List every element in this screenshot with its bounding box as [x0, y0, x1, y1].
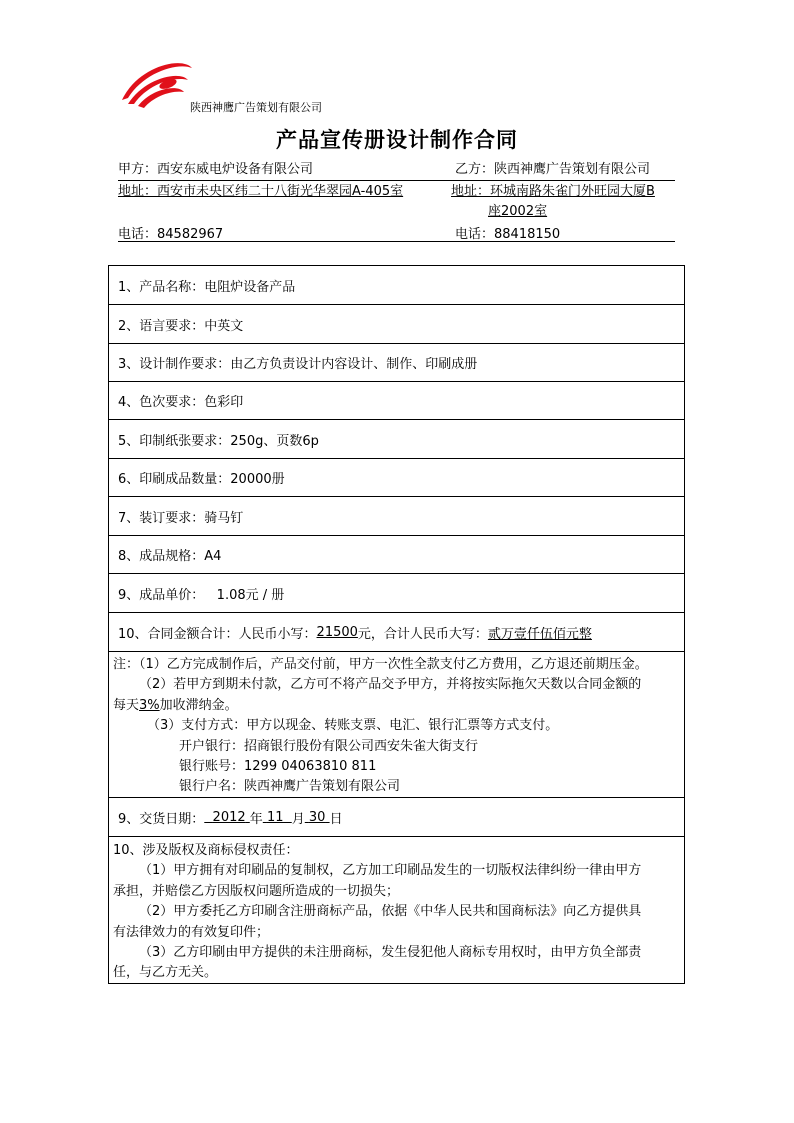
- company-logo: [118, 56, 196, 114]
- page-title: 产品宣传册设计制作合同: [276, 128, 518, 152]
- phone-label: 电话：: [455, 227, 495, 242]
- copyright-line: 任，与乙方无关。: [113, 965, 218, 981]
- copyright-line: 承担，并赔偿乙方因版权问题所造成的一切损失；: [113, 883, 400, 899]
- copyright-line: 有法律效力的有效复印件；: [113, 924, 270, 940]
- contract-table: [108, 265, 685, 984]
- late-fee-rate: 3%: [139, 697, 160, 713]
- divider: [118, 180, 675, 181]
- total-amount: 21500: [316, 624, 358, 640]
- note-line: 注：（1）乙方完成制作后，产品交付前，甲方一次性全款支付乙方费用，乙方退还前期压金。: [113, 657, 648, 672]
- phone-value: 88418150: [494, 227, 561, 242]
- item-row: 5、印制纸张要求：250g、页数6p: [109, 420, 684, 459]
- company-name: 陕西神鹰广告策划有限公司: [190, 101, 322, 114]
- delivery-prefix: 9、交货日期：: [118, 811, 205, 827]
- item-row: 2、语言要求：中英文: [109, 305, 684, 344]
- party-b-address-line2: 座2002室: [488, 204, 548, 219]
- total-prefix: 10、合同金额合计：人民币小写：: [118, 626, 317, 642]
- note-text: 每天: [113, 697, 140, 713]
- delivery-day: [305, 810, 330, 825]
- item-row: 7、装订要求：骑马钉: [109, 497, 684, 536]
- total-mid: 元，合计人民币大写：: [357, 626, 488, 642]
- party-a-address: 地址：西安市未央区纬二十八街光华翠园A-405室: [118, 184, 404, 199]
- month-unit: 月: [291, 811, 305, 827]
- phone-label: 电话：: [118, 227, 158, 242]
- account-number: 1299 04063810 811: [244, 758, 377, 774]
- copyright-heading: 10、涉及版权及商标侵权责任：: [113, 843, 299, 858]
- bank-account: [113, 757, 680, 777]
- copyright-terms: [109, 837, 684, 983]
- item-row: 1、产品名称：电阻炉设备产品: [109, 266, 684, 305]
- item-row: 6、印刷成品数量：20000册: [109, 459, 684, 497]
- item-row: 3、设计制作要求：由乙方负责设计内容设计、制作、印刷成册: [109, 344, 684, 382]
- day-unit: 日: [329, 811, 343, 827]
- item-row: 4、色次要求：色彩印: [109, 382, 684, 420]
- note-text: 加收滞纳金。: [159, 697, 238, 713]
- copyright-line: （2）甲方委托乙方印刷含注册商标产品，依据《中华人民共和国商标法》向乙方提供具: [139, 904, 642, 920]
- party-b-address-line1: 地址：环城南路朱雀门外旺园大厦B: [451, 184, 655, 199]
- delivery-month: [263, 810, 292, 825]
- bank-name: 开户银行：招商银行股份有限公司西安朱雀大街支行: [179, 738, 479, 754]
- delivery-row: [109, 798, 684, 837]
- day-value: 30: [308, 809, 326, 825]
- copyright-line: （3）乙方印刷由甲方提供的未注册商标，发生侵犯他人商标专用权时，由甲方负全部责: [139, 944, 642, 960]
- phone-value: 84582967: [157, 227, 224, 242]
- year-value: 2012: [212, 809, 246, 825]
- account-holder: 银行户名：陕西神鹰广告策划有限公司: [179, 779, 401, 795]
- item-row: 9、成品单价： 1.08元 / 册: [109, 574, 684, 613]
- party-b-name: 乙方：陕西神鹰广告策划有限公司: [455, 162, 651, 177]
- total-row: [109, 613, 684, 652]
- payment-notes: [109, 652, 684, 798]
- month-value: 11: [266, 809, 284, 825]
- note-line: [113, 696, 680, 716]
- year-unit: 年: [249, 811, 263, 827]
- note-line: （2）若甲方到期未付款，乙方可不将产品交予甲方，并将按实际拖欠天数以合同金额的: [139, 677, 642, 693]
- item-row: 8、成品规格：A4: [109, 536, 684, 574]
- delivery-year: [204, 810, 250, 825]
- account-label: 银行账号：: [179, 758, 245, 774]
- party-a-name: 甲方：西安东威电炉设备有限公司: [118, 162, 314, 177]
- note-line: （3）支付方式：甲方以现金、转账支票、电汇、银行汇票等方式支付。: [147, 718, 559, 734]
- divider: [118, 241, 675, 242]
- total-amount-cn: 贰万壹仟伍佰元整: [487, 626, 592, 642]
- copyright-line: （1）甲方拥有对印刷品的复制权，乙方加工印刷品发生的一切版权法律纠纷一律由甲方: [139, 863, 642, 879]
